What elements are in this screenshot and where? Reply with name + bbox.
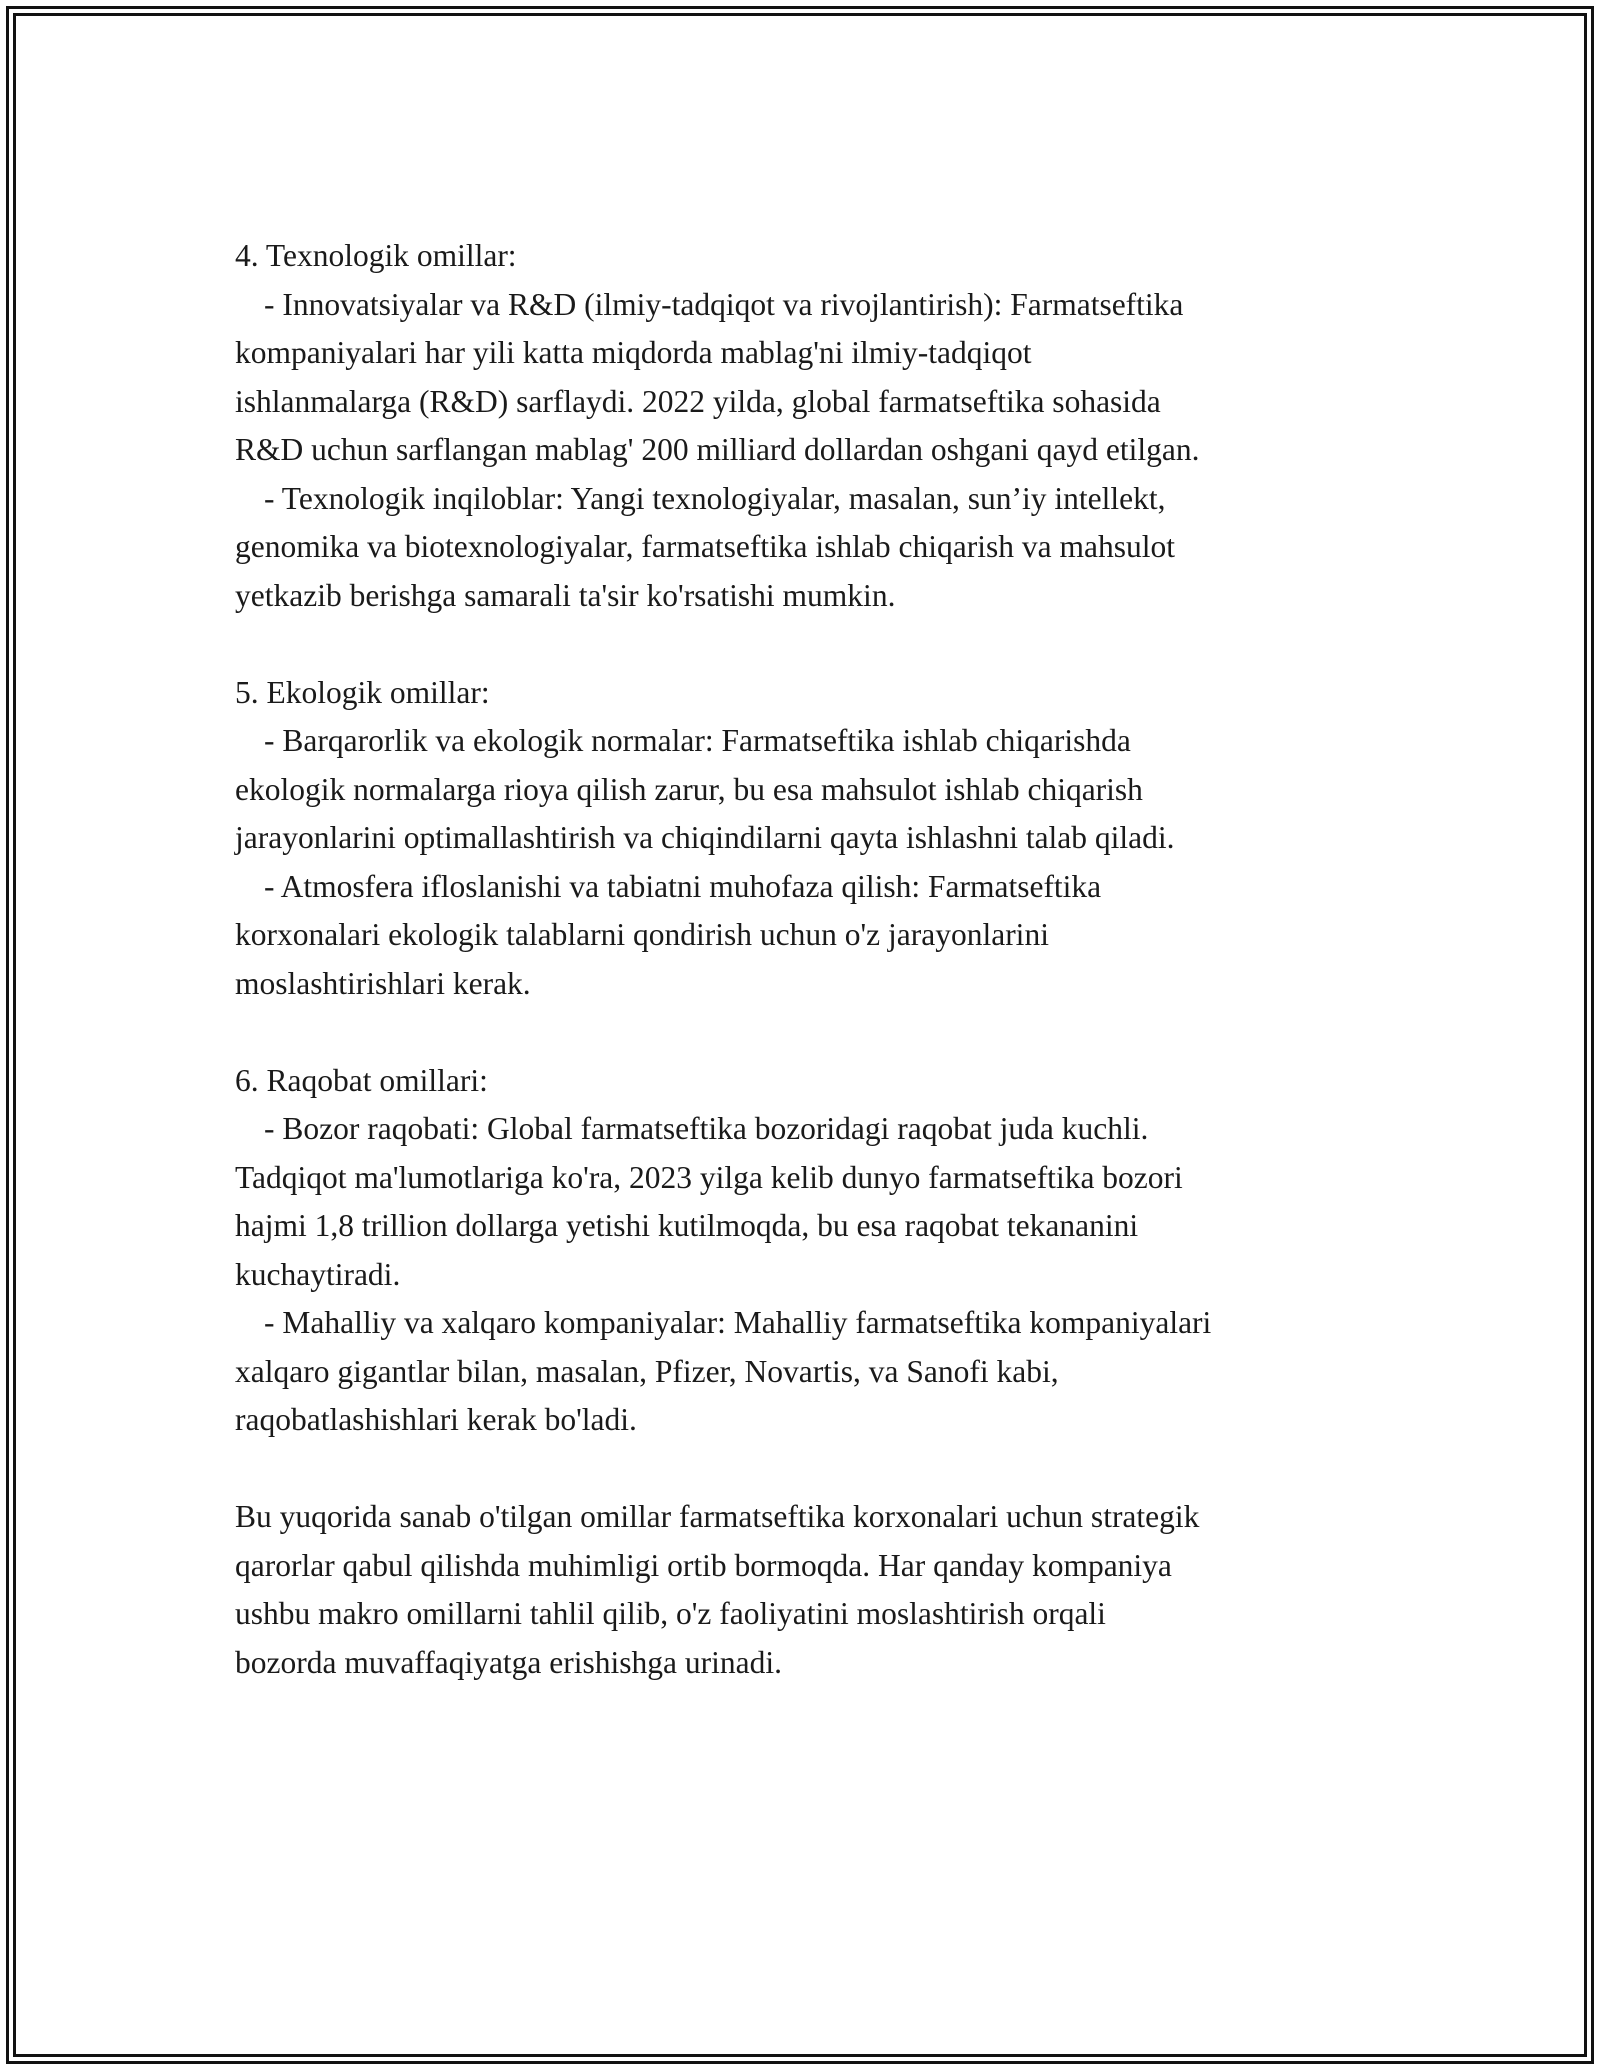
bullet-line: - Texnologik inqiloblar: Yangi texnologiyalar, masalan, sun’iy intellekt, xyxy=(264,480,1166,516)
document-section xyxy=(235,232,1395,620)
text-line: jarayonlarini optimallashtirish va chiqindilarni qayta ishlashni talab qiladi. xyxy=(235,820,1175,855)
section-heading: 4. Texnologik omillar: xyxy=(235,238,517,273)
document-section xyxy=(235,669,1395,1009)
text-line: hajmi 1,8 trillion dollarga yetishi kutilmoqda, bu esa raqobat tekananini xyxy=(235,1208,1139,1243)
text-line: ishlanmalarga (R&D) sarflaydi. 2022 yilda, global farmatseftika sohasida xyxy=(235,383,1161,419)
section-heading: 5. Ekologik omillar: xyxy=(235,674,490,710)
text-line: qarorlar qabul qilishda muhimligi ortib bormoqda. Har qanday kompaniya xyxy=(235,1547,1172,1583)
text-line: xalqaro gigantlar bilan, masalan, Pfizer, Novartis, va Sanofi kabi, xyxy=(235,1353,1059,1389)
bullet-line: - Barqarorlik va ekologik normalar: Farmatseftika ishlab chiqarishda xyxy=(264,723,1131,758)
document-section xyxy=(235,1057,1395,1445)
text-line: Tadqiqot ma'lumotlariga ko'ra, 2023 yilga kelib dunyo farmatseftika bozori xyxy=(235,1159,1183,1195)
text-line: R&D uchun sarflangan mablag' 200 milliard dollardan oshgani qayd etilgan. xyxy=(235,432,1200,467)
text-line: ushbu makro omillarni tahlil qilib, o'z faoliyatini moslashtirish orqali xyxy=(235,1596,1106,1631)
text-line: yetkazib berishga samarali ta'sir ko'rsatishi mumkin. xyxy=(235,577,896,613)
text-line: Bu yuqorida sanab o'tilgan omillar farmatseftika korxonalari uchun strategik xyxy=(235,1499,1200,1534)
bullet-line: - Innovatsiyalar va R&D (ilmiy-tadqiqot va rivojlantirish): Farmatseftika xyxy=(264,286,1184,322)
text-line: genomika va biotexnologiyalar, farmatseftika ishlab chiqarish va mahsulot xyxy=(235,529,1175,564)
text-line: moslashtirishlari kerak. xyxy=(235,965,531,1001)
section-heading: 6. Raqobat omillari: xyxy=(235,1062,488,1098)
bullet-line: - Bozor raqobati: Global farmatseftika bozoridagi raqobat juda kuchli. xyxy=(264,1111,1149,1146)
text-line: bozorda muvaffaqiyatga erishishga urinadi. xyxy=(235,1644,782,1680)
document-body xyxy=(235,232,1395,1736)
text-line: korxonalari ekologik talablarni qondirish uchun o'z jarayonlarini xyxy=(235,917,1049,952)
conclusion-paragraph xyxy=(235,1493,1395,1687)
bullet-line: - Mahalliy va xalqaro kompaniyalar: Mahalliy farmatseftika kompaniyalari xyxy=(264,1305,1212,1340)
text-line: raqobatlashishlari kerak bo'ladi. xyxy=(235,1402,637,1437)
bullet-line: - Atmosfera ifloslanishi va tabiatni muhofaza qilish: Farmatseftika xyxy=(264,868,1102,904)
text-line: kompaniyalari har yili katta miqdorda mablag'ni ilmiy-tadqiqot xyxy=(235,335,1032,370)
text-line: kuchaytiradi. xyxy=(235,1256,401,1292)
text-line: ekologik normalarga rioya qilish zarur, bu esa mahsulot ishlab chiqarish xyxy=(235,771,1143,807)
